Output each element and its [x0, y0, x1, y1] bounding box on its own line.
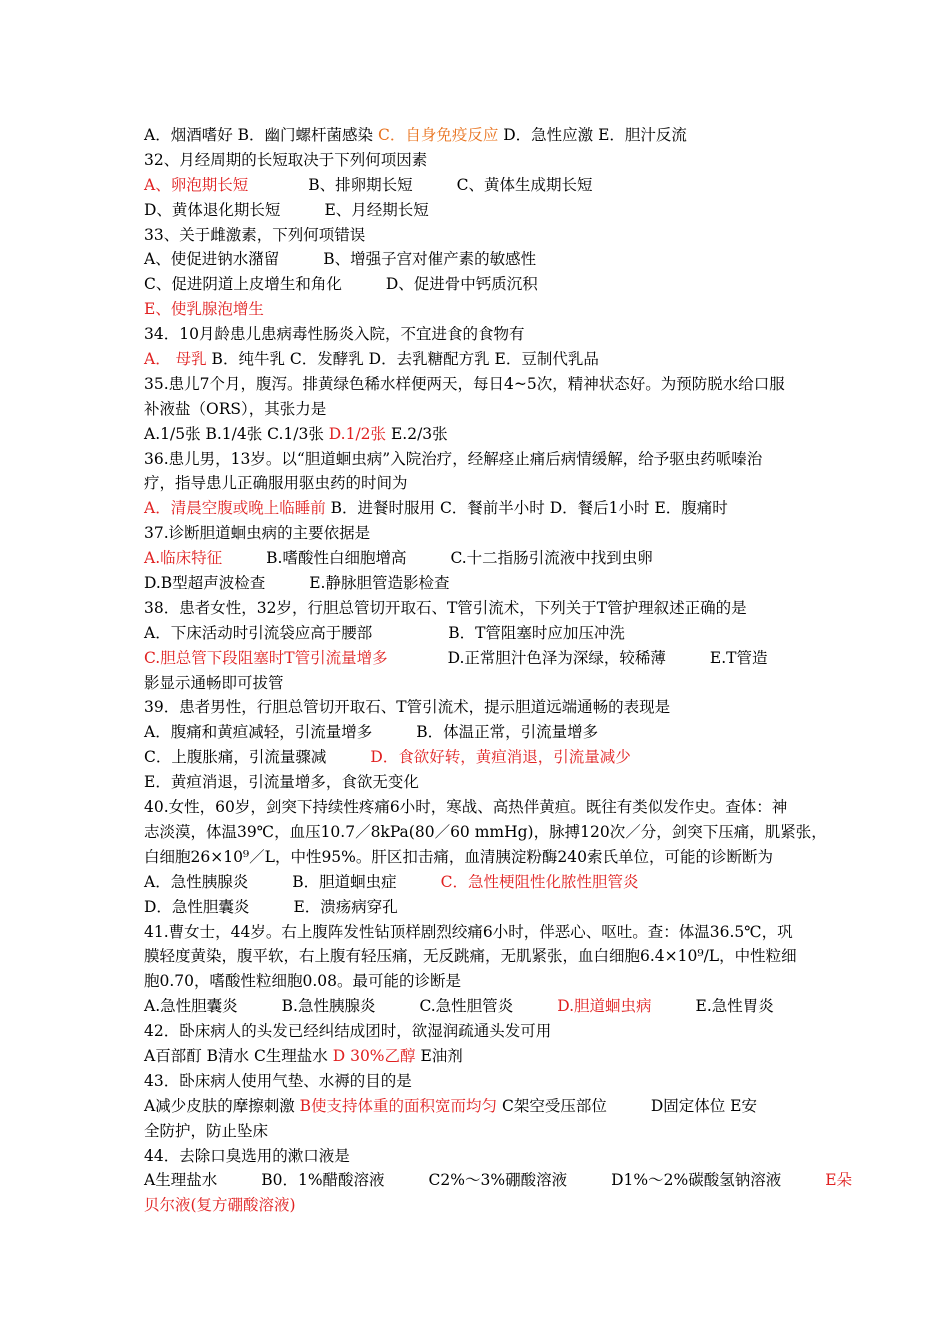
- answer-highlight: E朵: [825, 1171, 853, 1190]
- q35-stem-1: 35.患儿7个月，腹泻。排黄绿色稀水样便两天，每日4~5次，精神状态好。为预防脱水给口服: [144, 374, 785, 393]
- q41-options: A.急性胆囊炎 B.急性胰腺炎 C.急性胆管炎 D.胆道蛔虫病 E.急性胃炎: [144, 997, 774, 1016]
- q40-stem-1: 40.女性，60岁，剑突下持续性疼痛6小时，寒战、高热伴黄疸。既往有类似发作史。查体：神: [144, 798, 788, 817]
- q36-options: A．清晨空腹或晚上临睡前 B．进餐时服用 C．餐前半小时 D．餐后1小时 E．腹痛时: [144, 499, 728, 518]
- q38-options-3: 影显示通畅即可拔管: [144, 673, 284, 692]
- answer-highlight: A．清晨空腹或晚上临睡前: [144, 499, 326, 518]
- q44-stem: 44．去除口臭选用的漱口液是: [144, 1146, 350, 1165]
- q41-stem-3: 胞0.70，嗜酸性粒细胞0.08。最可能的诊断是: [144, 972, 462, 991]
- answer-highlight: A、卵泡期长短: [144, 175, 249, 194]
- q33-options-2: C、促进阴道上皮增生和角化 D、促进骨中钙质沉积: [144, 275, 538, 294]
- answer-highlight: D.胆道蛔虫病: [557, 997, 652, 1016]
- q32-options-2: D、黄体退化期长短 E、月经期长短: [144, 200, 429, 219]
- q40-stem-3: 白细胞26×10⁹／L，中性95%。肝区扣击痛，血清胰淀粉酶240索氏单位，可能的诊断断为: [144, 847, 773, 866]
- q39-stem: 39．患者男性，行胆总管切开取石、T管引流术，提示胆道远端通畅的表现是: [144, 698, 671, 717]
- q39-options-3: E．黄疸消退，引流量增多，食欲无变化: [144, 773, 419, 792]
- q36-stem-1: 36.患儿男，13岁。以“胆道蛔虫病”入院治疗，经解痉止痛后病情缓解，给予驱虫药哌嗪治: [144, 449, 763, 468]
- q39-options-2: C．上腹胀痛，引流量骤减 D．食欲好转，黄疸消退，引流量减少: [144, 748, 631, 767]
- q40-stem-2: 志淡漠，体温39℃，血压10.7／8kPa(80／60 mmHg)，脉搏120次／分，剑突下压痛，肌紧张，: [144, 822, 827, 841]
- answer-highlight: C．自身免疫反应: [377, 126, 499, 144]
- answer-highlight: C.胆总管下段阻塞时T管引流量增多: [144, 648, 388, 667]
- q37-options-2: D.B型超声波检查 E.静脉胆管造影检查: [144, 574, 450, 593]
- document-page: [144, 123, 853, 1218]
- answer-highlight: A.临床特征: [144, 549, 223, 568]
- q42-options: A百部酊 B清水 C生理盐水 D 30%乙醇 E油剂: [144, 1046, 463, 1065]
- q43-options-1: A减少皮肤的摩擦刺激 B使支持体重的面积宽而均匀 C架空受压部位 D固定体位 E安: [144, 1096, 757, 1115]
- q34-stem: 34．10月龄患儿患病毒性肠炎入院，不宜进食的食物有: [144, 325, 525, 344]
- q43-options-2: 全防护，防止坠床: [144, 1121, 269, 1140]
- q39-options-1: A．腹痛和黄疸减轻，引流量增多 B．体温正常，引流量增多: [144, 723, 599, 742]
- q37-stem: 37.诊断胆道蛔虫病的主要依据是: [144, 524, 371, 543]
- answer-highlight: C．急性梗阻性化脓性胆管炎: [440, 872, 639, 891]
- q35-stem-2: 补液盐（ORS），其张力是: [144, 399, 327, 418]
- q37-options-1: A.临床特征 B.嗜酸性白细胞增高 C.十二指肠引流液中找到虫卵: [144, 549, 653, 568]
- q35-options: A.1/5张 B.1/4张 C.1/3张 D.1/2张 E.2/3张: [144, 424, 448, 443]
- q44-answer-continued: 贝尔液(复方硼酸溶液): [144, 1196, 296, 1215]
- q44-options-1: A生理盐水 B0．1%醋酸溶液 C2%～3%硼酸溶液 D1%～2%碳酸氢钠溶液 E朵: [144, 1171, 853, 1190]
- q38-options-2: C.胆总管下段阻塞时T管引流量增多 D.正常胆汁色泽为深绿，较稀薄 E.T管造: [144, 648, 768, 667]
- q38-options-1: A．下床活动时引流袋应高于腰部 B．T管阻塞时应加压冲洗: [144, 623, 625, 642]
- q31-options: A．烟酒嗜好 B．幽门螺杆菌感染 C．自身免疫反应 D．急性应激 E．胆汁反流: [144, 126, 687, 144]
- q33-stem: 33、关于雌激素，下列何项错误: [144, 225, 366, 244]
- q40-options-2: D．急性胆囊炎 E．溃疡病穿孔: [144, 897, 398, 916]
- q33-answer: E、使乳腺泡增生: [144, 300, 264, 319]
- answer-highlight: D 30%乙醇: [332, 1046, 416, 1065]
- q34-options: A． 母乳 B．纯牛乳 C．发酵乳 D．去乳糖配方乳 E．豆制代乳品: [144, 350, 599, 369]
- q40-options-1: A．急性胰腺炎 B．胆道蛔虫症 C．急性梗阻性化脓性胆管炎: [144, 872, 639, 891]
- answer-highlight: D．食欲好转，黄疸消退，引流量减少: [370, 748, 631, 767]
- answer-highlight: D.1/2张: [328, 424, 387, 443]
- q32-options-1: A、卵泡期长短 B、排卵期长短 C、黄体生成期长短: [144, 175, 593, 194]
- q42-stem: 42．卧床病人的头发已经纠结成团时，欲湿润疏通头发可用: [144, 1022, 552, 1041]
- q38-stem: 38．患者女性，32岁，行胆总管切开取石、T管引流术，下列关于T管护理叙述正确的是: [144, 598, 747, 617]
- q43-stem: 43．卧床病人使用气垫、水褥的目的是: [144, 1071, 412, 1090]
- answer-highlight: B使支持体重的面积宽而均匀: [299, 1096, 498, 1115]
- q41-stem-2: 膜轻度黄染，腹平软，右上腹有轻压痛，无反跳痛，无肌紧张，血白细胞6.4×10⁹/L，中性粒细: [144, 947, 797, 966]
- q41-stem-1: 41.曹女士，44岁。右上腹阵发性钻顶样剧烈绞痛6小时，伴恶心、呕吐。查：体温36.5℃，巩: [144, 922, 793, 941]
- q36-stem-2: 疗，指导患儿正确服用驱虫药的时间为: [144, 474, 408, 493]
- q33-options-1: A、使促进钠水潴留 B、增强子宫对催产素的敏感性: [144, 250, 537, 269]
- answer-highlight: A． 母乳: [144, 350, 207, 369]
- q32-stem: 32、月经周期的长短取决于下列何项因素: [144, 150, 428, 169]
